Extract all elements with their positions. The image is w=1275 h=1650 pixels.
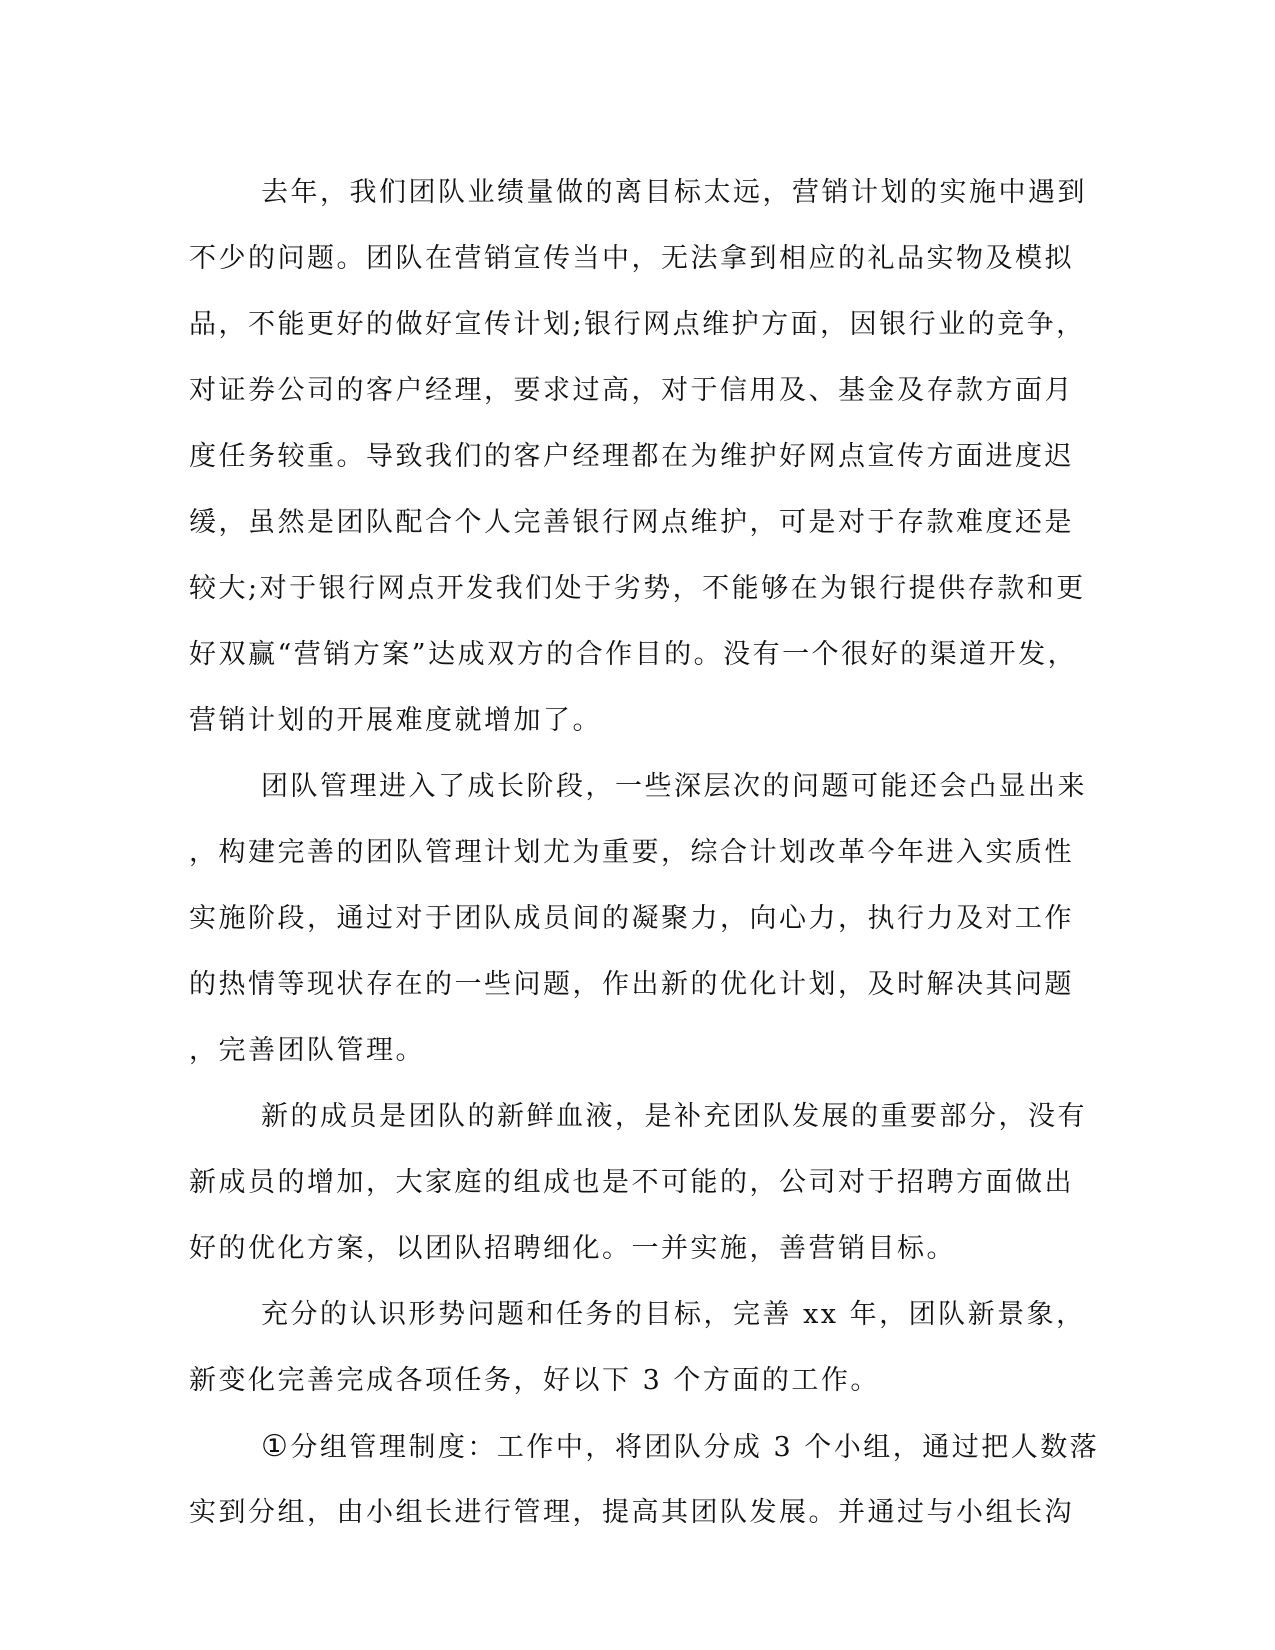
text-line: 不少的问题。团队在营销宣传当中，无法拿到相应的礼品实物及模拟 (189, 243, 1074, 274)
text-line: 度任务较重。导致我们的客户经理都在为维护好网点宣传方面进度迟 (189, 441, 1074, 472)
text-line: ，完善团队管理。 (189, 1035, 425, 1066)
paragraph-team-management (189, 754, 1087, 1084)
text-line: 充分的认识形势问题和任务的目标，完善 xx 年，团队新景象， (261, 1299, 1086, 1330)
text-line: 去年，我们团队业绩量做的离目标太远，营销计划的实施中遇到 (261, 177, 1087, 208)
numbered-line (189, 1414, 1100, 1480)
text-line: 好双赢“营销方案”达成双方的合作目的。没有一个很好的渠道开发， (189, 639, 1078, 670)
text-line: 新成员的增加，大家庭的组成也是不可能的，公司对于招聘方面做出 (189, 1167, 1074, 1198)
paragraph-group-management (189, 1414, 1100, 1546)
text-line: 实施阶段，通过对于团队成员间的凝聚力，向心力，执行力及对工作 (189, 903, 1074, 934)
text-line: ，构建完善的团队管理计划尤为重要，综合计划改革今年进入实质性 (189, 837, 1074, 868)
text-line: 营销计划的开展难度就增加了。 (189, 705, 602, 736)
text-line: 新变化完善完成各项任务，好以下 3 个方面的工作。 (189, 1365, 880, 1396)
text-line: 较大;对于银行网点开发我们处于劣势，不能够在为银行提供存款和更 (189, 573, 1086, 604)
text-line: 分组管理制度：工作中，将团队分成 3 个小组，通过把人数落 (290, 1432, 1100, 1463)
paragraph-goals (189, 1282, 1086, 1414)
text-line: 缓，虽然是团队配合个人完善银行网点维护，可是对于存款难度还是 (189, 507, 1074, 538)
text-line: 团队管理进入了成长阶段，一些深层次的问题可能还会凸显出来 (261, 771, 1087, 802)
text-line: 对证券公司的客户经理，要求过高，对于信用及、基金及存款方面月 (189, 375, 1074, 406)
text-line: 好的优化方案，以团队招聘细化。一并实施，善营销目标。 (189, 1233, 956, 1264)
text-line: 新的成员是团队的新鲜血液，是补充团队发展的重要部分，没有 (261, 1101, 1087, 1132)
paragraph-new-members (189, 1084, 1087, 1282)
text-line: 的热情等现状存在的一些问题，作出新的优化计划，及时解决其问题 (189, 969, 1074, 1000)
text-line: 实到分组，由小组长进行管理，提高其团队发展。并通过与小组长沟 (189, 1497, 1074, 1528)
text-line: 品，不能更好的做好宣传计划;银行网点维护方面，因银行业的竞争， (189, 309, 1086, 340)
circled-number-one: ① (261, 1429, 291, 1464)
paragraph-team-performance (189, 160, 1087, 754)
document-body (189, 160, 1100, 1546)
